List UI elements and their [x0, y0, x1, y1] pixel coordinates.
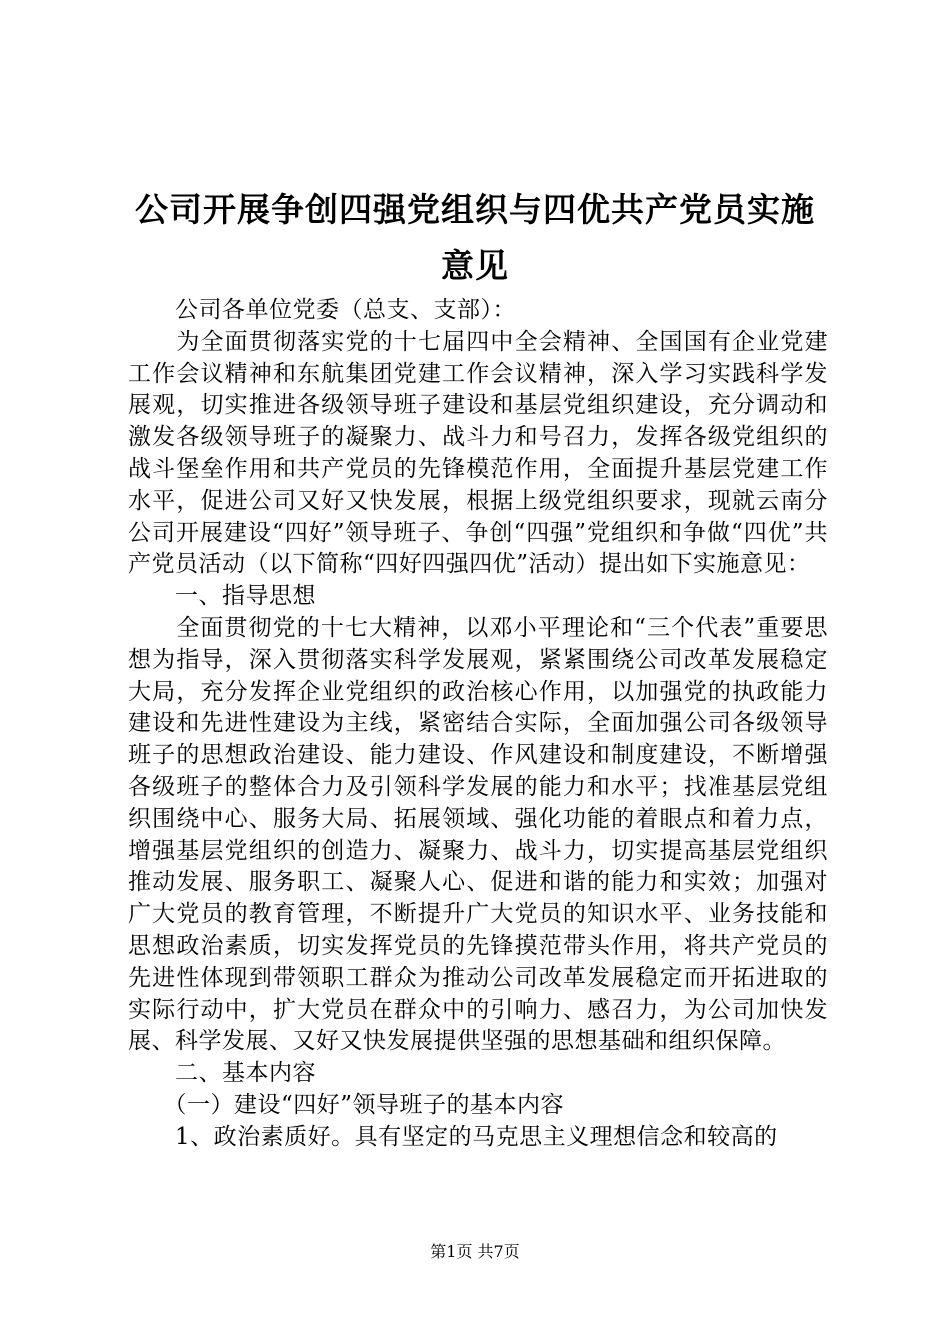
document-title-line-2: 意见 — [441, 246, 509, 285]
salutation-paragraph: 公司各单位党委（总支、支部）： — [128, 297, 516, 323]
list-item-political-quality: 1、政治素质好。具有坚定的马克思主义理想信念和较高的 — [128, 1123, 778, 1150]
document-title-line-1: 公司开展争创四强党组织与四优共产党员实施 — [135, 190, 815, 229]
guiding-thought-paragraph: 全面贯彻党的十七大精神，以邓小平理论和“三个代表”重要思想为指导，深入贯彻落实科学发展观，紧紧围绕公司改革发展稳定大局，充分发挥企业党组织的政治核心作用，以加强党的执政能力建设和先进性建设为主线，紧密结合实际，全面加强公司各级领导班子的思想政治建设、能力建设、作风建设和制度建设，不断增强各级班子的整体合力及引领科学发展的能力和水平；找准基层党组织围绕中心、服务大局、拓展领域、强化功能的着眼点和着力点，增强基层党组织的创造力、凝聚力、战斗力，切实提高基层党组织推动发展、服务职工、凝聚人心、促进和谐的能力和实效；加强对广大党员的教育管理，不断提升广大党员的知识水平、业务技能和思想政治素质，切实发挥党员的先锋摸范带头作用，将共产党员的先进性体现到带领职工群众为推动公司改革发展稳定而开拓进取的实际行动中，扩大党员在群众中的引响力、感召力，为公司加快发展、科学发展、又好又快发展提供坚强的思想基础和组织保障。 — [128, 614, 828, 1055]
intro-paragraph: 为全面贯彻落实党的十七届四中全会精神、全国国有企业党建工作会议精神和东航集团党建工作会议精神，深入学习实践科学发展观，切实推进各级领导班子建设和基层党组织建设，充分调动和激发各级领导班子的凝聚力、战斗力和号召力，发挥各级党组织的战斗堡垒作用和共产党员的先锋模范作用，全面提升基层党建工作水平，促进公司又好又快发展，根据上级党组织要求，现就云南分公司开展建设“四好”领导班子、争创“四强”党组织和争做“四优”共产党员活动（以下简称“四好四强四优”活动）提出如下实施意见： — [128, 328, 828, 578]
section-heading-basic-content: 二、基本内容 — [128, 1060, 316, 1087]
page-number-footer: 第1页 共7页 — [430, 1242, 520, 1261]
section-heading-guiding-thought: 一、指导思想 — [128, 583, 316, 610]
subsection-heading-four-good: （一）建设“四好”领导班子的基本内容 — [128, 1091, 565, 1118]
document-body — [128, 295, 828, 1154]
